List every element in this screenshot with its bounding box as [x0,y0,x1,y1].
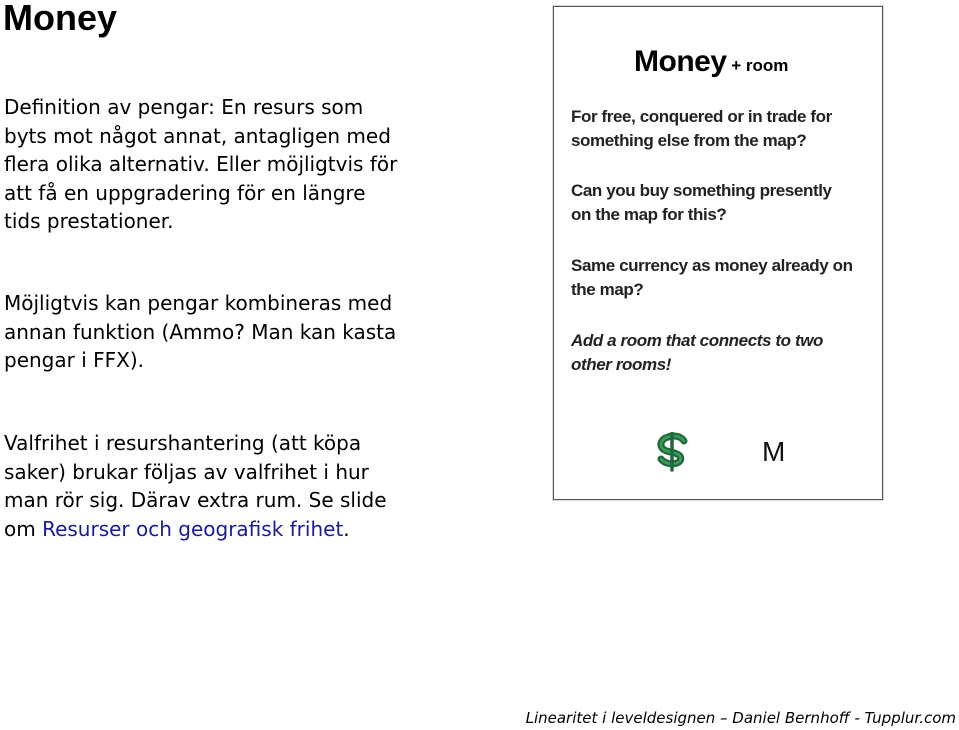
money-room-card [553,6,883,500]
card-instruction: Add a room that connects to two other rooms! [571,331,824,374]
freedom-paragraph-text: Valfrihet i resurshantering (att köpa saker) brukar följas av valfrihet i hur man rör sig. Därav extra rum. Se slide om [4,431,387,541]
resources-slide-link[interactable]: Resurser och geografisk frihet [42,516,344,541]
slide-title: Money [3,0,118,38]
card-title-sub: + room [726,56,789,75]
card-title [634,45,788,84]
freedom-paragraph-end: . [343,516,350,541]
dollar-icon [654,432,692,472]
combination-paragraph: Möjligtvis kan pengar kombineras med annan funktion (Ammo? Man kan kasta pengar i FFX). [4,291,397,372]
card-title-main: Money [634,45,727,78]
card-question: Can you buy something presently on the map for this? [571,181,832,224]
card-letter: M [762,436,786,467]
freedom-paragraph [4,429,544,543]
definition-paragraph: Definition av pengar: En resurs som byts mot något annat, antagligen med flera olika alternativ. Eller möjligtvis för att få en uppgradering för en längre tids prestationer. [4,95,398,233]
footer-credit: Linearitet i leveldesignen – Daniel Bernhoff - Tupplur.com [525,709,956,727]
card-question: Same currency as money already on the map? [571,256,853,299]
card-question: For free, conquered or in trade for something else from the map? [571,107,832,150]
